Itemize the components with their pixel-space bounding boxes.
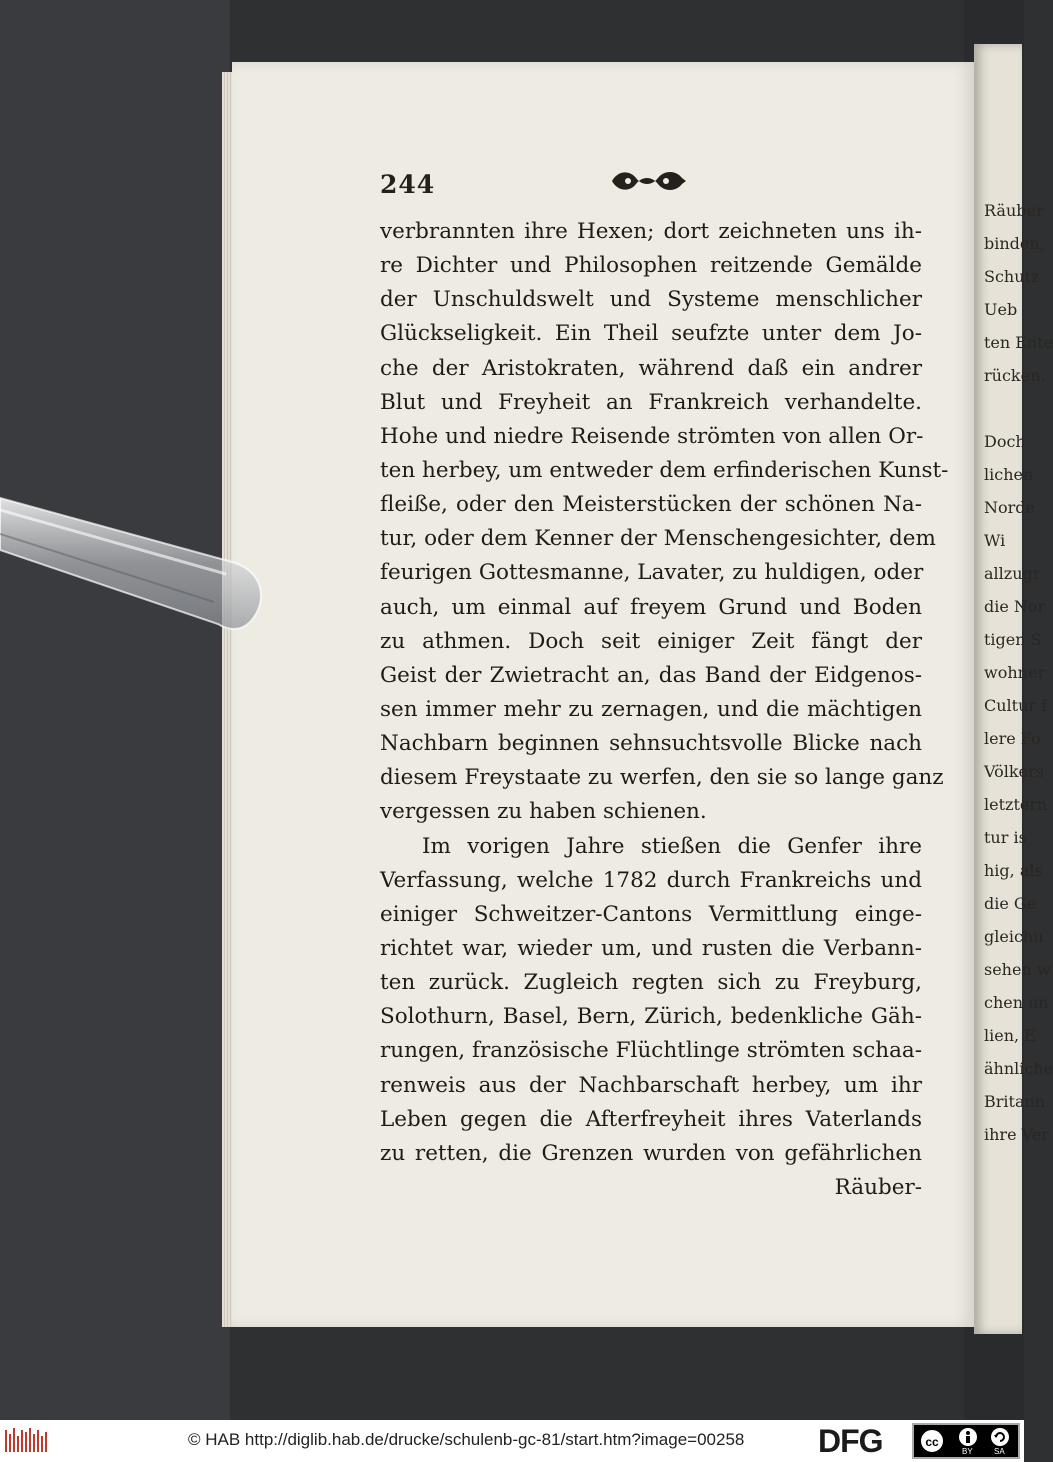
text-line: Nachbarn beginnen sehnsuchtsvolle Blicke nach xyxy=(380,731,922,757)
text-line: richtet war, wieder um, und rusten die Verbann- xyxy=(380,935,922,961)
license-by-label: BY xyxy=(962,1447,973,1456)
text-line: zu retten, die Grenzen wurden von gefährlichen xyxy=(380,1140,922,1166)
text-line: fleiße, oder den Meisterstücken der schönen Na- xyxy=(380,492,922,518)
text-line: der Unschuldswelt und Systeme menschlicher xyxy=(380,287,922,313)
cc-icon xyxy=(918,1427,946,1455)
text-line: Blut und Freyheit an Frankreich verhandelte. xyxy=(380,389,922,415)
text-line: sen immer mehr zu zernagen, und die mächtigen xyxy=(380,696,922,722)
by-icon xyxy=(958,1427,978,1447)
text-line: renweis aus der Nachbarschaft herbey, um ihr xyxy=(380,1072,922,1098)
text-line: ten zurück. Zugleich regten sich zu Freyburg, xyxy=(380,970,922,996)
text-line: verbrannten ihre Hexen; dort zeichneten uns ih- xyxy=(380,219,922,244)
license-badge[interactable] xyxy=(912,1423,1020,1459)
page-clip xyxy=(0,490,268,650)
text-line: auch, um einmal auf freyem Grund und Boden xyxy=(380,594,922,620)
body-text xyxy=(380,215,949,1205)
text-line: Solothurn, Basel, Bern, Zürich, bedenkliche Gäh- xyxy=(380,1004,922,1030)
ornament-icon xyxy=(608,166,690,196)
dfg-logo: DFG xyxy=(818,1423,883,1459)
page-number: 244 xyxy=(380,170,436,199)
text-line: Im vorigen Jahre stießen die Genfer ihre xyxy=(422,833,922,859)
adjacent-page xyxy=(974,44,1053,1334)
barcode-icon xyxy=(4,1426,48,1456)
adjacent-page-text: Räuber binden, Schutz Ueb ten Ente rücken. Doch lichen Norde Wi allzugr die Nor tigen S wohner Cultur f lere Fo Völkers letztern tur is hig, als die Ge gleichu sehen w chen un lien, E ähnliche Britann ihre Ver xyxy=(984,201,1053,1144)
footer-bar xyxy=(0,1420,1024,1462)
svg-text:cc: cc xyxy=(925,1435,939,1449)
text-line: ten herbey, um entweder dem erfinderischen Kunst- xyxy=(380,457,949,483)
license-sa-label: SA xyxy=(994,1447,1005,1456)
text-line: che der Aristokraten, während daß ein andrer xyxy=(380,355,922,381)
text-line: vergessen zu haben schienen. xyxy=(380,799,707,825)
text-line: tur, oder dem Kenner der Menschengesichter, dem xyxy=(380,526,936,552)
text-line: Leben gegen die Afterfreyheit ihres Vaterlands xyxy=(380,1106,922,1132)
text-line: zu athmen. Doch seit einiger Zeit fängt der xyxy=(380,628,922,654)
text-line: Glückseligkeit. Ein Theil seufzte unter dem Jo- xyxy=(380,321,922,347)
text-line: Geist der Zwietracht an, das Band der Eidgenos- xyxy=(380,662,922,688)
text-line: re Dichter und Philosophen reitzende Gemälde xyxy=(380,253,922,279)
text-line: diesem Freystaate zu werfen, den sie so lange ganz xyxy=(380,765,944,791)
text-line: Hohe und niedre Reisende strömten von allen Or- xyxy=(380,423,924,449)
text-line: feurigen Gottesmanne, Lavater, zu huldigen, oder xyxy=(380,560,924,586)
catchword: Räuber- xyxy=(834,1174,922,1200)
attribution-link[interactable]: © HAB http://diglib.hab.de/drucke/schulenb-gc-81/start.htm?image=00258 xyxy=(188,1430,745,1449)
text-line: rungen, französische Flüchtlinge strömten schaa- xyxy=(380,1038,922,1064)
sa-icon xyxy=(990,1427,1010,1447)
scan-backdrop-left xyxy=(0,0,230,1420)
page-header xyxy=(380,170,920,200)
text-line: einiger Schweitzer-Cantons Vermittlung einge- xyxy=(380,901,922,927)
text-line: Verfassung, welche 1782 durch Frankreichs und xyxy=(380,867,922,893)
